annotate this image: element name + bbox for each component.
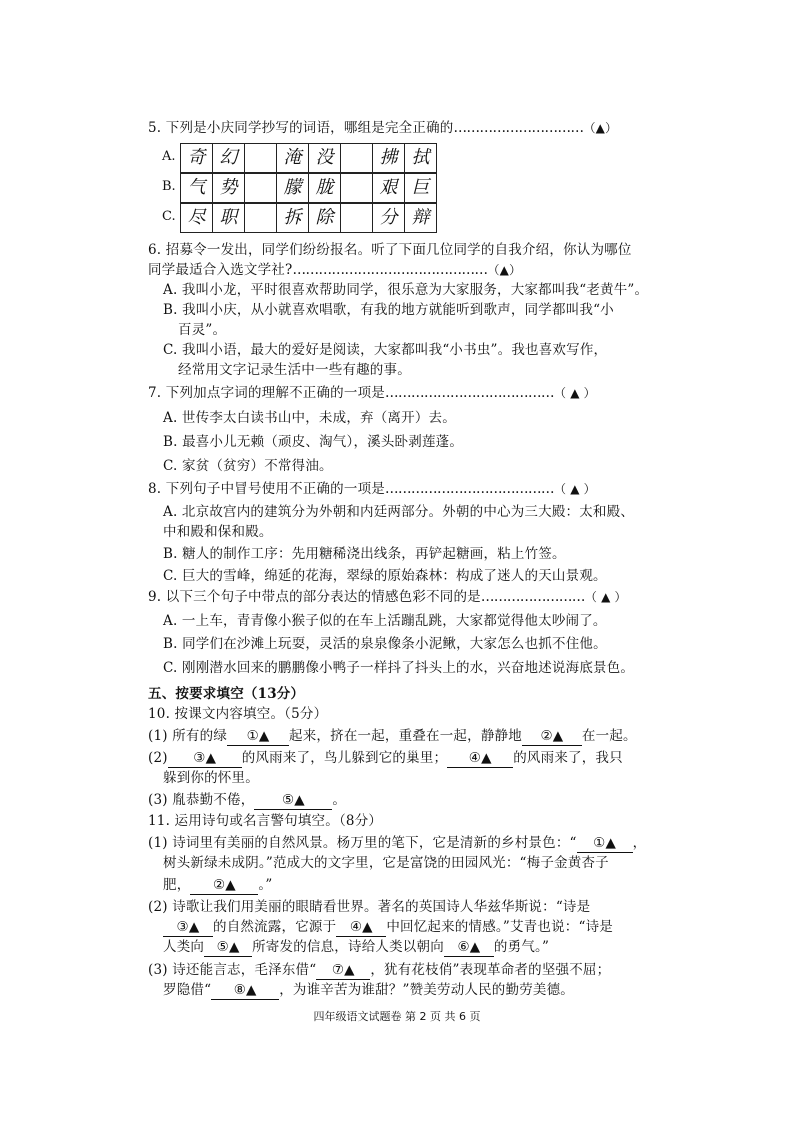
grid-cell: 除 xyxy=(308,203,340,233)
grid-cell xyxy=(340,173,372,203)
question-8-option-a: A. 北京故宫内的建筑分为外朝和内廷两部分。外朝的中心为三大殿：太和殿、 xyxy=(163,504,635,520)
grid-cell: 胧 xyxy=(308,173,340,203)
grid-cell: 艰 xyxy=(372,173,404,203)
text-segment: (2) 诗歌让我们用美丽的眼睛看世界。著名的英国诗人华兹华斯说：“诗是 xyxy=(148,899,591,915)
text-segment: 中回忆起来的情感。”艾青也说：“诗是 xyxy=(386,919,613,935)
question-7-stem: 7. 下列加点字词的理解不正确的一项是…………………………………（ ▲ ） xyxy=(148,385,596,401)
question-9-option-c: C. 刚刚潜水回来的鹏鹏像小鸭子一样抖了抖头上的水，兴奋地述说海底景色。 xyxy=(163,660,635,676)
grid-cell: 拆 xyxy=(276,203,308,233)
question-11-line-1: (1) 诗词里有美丽的自然风景。杨万里的笔下，它是清新的乡村景色：“ ①▲ ， xyxy=(148,835,647,851)
question-11-line-4 xyxy=(148,897,688,917)
blank-2[interactable]: ②▲ xyxy=(522,727,582,746)
question-11-line-6 xyxy=(163,937,703,957)
blank-2[interactable]: ②▲ xyxy=(190,876,258,895)
blank-7[interactable]: ⑦▲ xyxy=(316,961,370,980)
question-6-option-a: A. 我叫小龙，平时很喜欢帮助同学，很乐意为大家服务，大家都叫我“老黄牛”。 xyxy=(163,282,649,298)
exam-page: 5. 下列是小庆同学抄写的词语，哪组是完全正确的…………………………（▲） A. 奇 幻 淹 没 拂 拭 B. 气 势 朦 胧 艰 巨 C. 尽 职 拆 除 分 辩 6. 招募令一发出，同学们纷纷报名。听了下面几位同学的自我介绍，你认为哪位 同学最适合入选文学社?………………………………………（▲） A. 我叫小龙，平时很喜欢帮助同学，很乐意为大家服务，大家都叫我“老黄牛”。 B. 我叫小庆，从小就喜欢唱歌，有我的地方就能听到歌声，同学都叫我“小 百灵”。 C. 我叫小语，最大的爱好是阅读，大家都叫我“小书虫”。我也喜欢写作， 经常用文字记录生活中一些有趣的事。 7. 下列加点字词的理解不正确的一项是…………………………………（ ▲ ） A. 世传李太白读书山中，未成，弃（离开）去。 B. 最喜小儿无赖（顽皮、淘气），溪头卧剥莲蓬。 C. 家贫（贫穷）不常得油。 8. 下列句子中冒号使用不正确的一项是…………………………………（ ▲ ） A. 北京故宫内的建筑分为外朝和内廷两部分。外朝的中心为三大殿：太和殿、 中和殿和保和殿。 B. 糖人的制作工序：先用糖稀浇出线条，再铲起糖画，粘上竹签。 C. 巨大的雪峰，绵延的花海，翠绿的原始森林：构成了迷人的天山景观。 9. 以下三个句子中带点的部分表达的情感色彩不同的是……………………（ ▲ ） A. 一上车，青青像小猴子似的在车上活蹦乱跳，大家都觉得他太吵闹了。 B. 同学们在沙滩上玩耍，灵活的泉泉像条小泥鳅，大家怎么也抓不住他。 C. 刚刚潜水回来的鹏鹏像小鸭子一样抖了抖头上的水，兴奋地述说海底景色。 五、按要求填空（13分） 10. 按课文内容填空。（5分） (1) 所有的绿 ①▲ 起来，挤在一起，重叠在一起，静静地 ②▲ 在一起。 (2) ③▲ 的风雨来了，鸟儿躲到它的巢里； ④▲ 的风雨来了，我只 躲到你的怀里。 (3) 胤恭勤不倦， ⑤▲ 。 11. 运用诗句或名言警句填空。（8分） (1) 诗词里有美丽的自然风景。杨万里的笔下，它是清新的乡村景色：“ ①▲ ， 树头新绿未成阴。”范成大的文字里，它是富饶的田园风光：“梅子金黄杏子 肥， ②▲ 。” 四年级语文试题卷 第 2 页 共 6 页 (2) 诗歌让我们用美丽的眼睛看世界。著名的英国诗人华兹华斯说：“诗是 ③▲ 的自然流露，它源于 ④▲ 中回忆起来的情感。”艾青也说：“诗是 人类向 ⑤▲ 所寄发的信息，诗给人类以朝向 ⑥▲ 的勇气。” (3) 诗还能言志，毛泽东借“ ⑦▲ ，犹有花枝俏”表现革命者的坚强不屈； 罗隐借“ ⑧▲ ，为谁辛苦为谁甜？”赞美劳动人民的勤劳美德。 xyxy=(0,0,794,1123)
blank-5[interactable]: ⑤▲ xyxy=(254,791,332,810)
grid-cell: 朦 xyxy=(276,173,308,203)
grid-cell: 奇 xyxy=(180,143,212,173)
question-11-line-7 xyxy=(148,960,688,980)
question-5-stem: 5. 下列是小庆同学抄写的词语，哪组是完全正确的…………………………（▲） xyxy=(148,120,618,136)
grid-cell: 幻 xyxy=(212,143,244,173)
grid-cell: 淹 xyxy=(276,143,308,173)
grid-cell: 气 xyxy=(180,173,212,203)
grid-cell: 势 xyxy=(212,173,244,203)
question-11-line-2: 树头新绿未成阴。”范成大的文字里，它是富饶的田园风光：“梅子金黄杏子 xyxy=(163,855,609,871)
grid-cell: 辩 xyxy=(404,203,437,233)
grid-cell: 拂 xyxy=(372,143,404,173)
question-10-stem: 10. 按课文内容填空。（5分） xyxy=(148,706,328,722)
text-segment: (3) 诗还能言志，毛泽东借“ xyxy=(148,962,317,978)
grid-cell xyxy=(340,203,372,233)
blank-3[interactable]: ③▲ xyxy=(163,918,213,937)
question-8-option-a-cont: 中和殿和保和殿。 xyxy=(163,524,273,540)
text-segment: 人类向 xyxy=(163,939,205,955)
grid-cell: 分 xyxy=(372,203,404,233)
question-8-stem: 8. 下列句子中冒号使用不正确的一项是…………………………………（ ▲ ） xyxy=(148,481,596,497)
grid-cell xyxy=(340,143,372,173)
question-11-stem: 11. 运用诗句或名言警句填空。（8分） xyxy=(148,813,383,829)
question-10-line-2-cont: 躲到你的怀里。 xyxy=(163,770,259,786)
question-9-option-b: B. 同学们在沙滩上玩耍，灵活的泉泉像条小泥鳅，大家怎么也抓不住他。 xyxy=(163,636,607,652)
question-7-option-c: C. 家贫（贫穷）不常得油。 xyxy=(163,458,333,474)
grid-cell xyxy=(244,173,276,203)
question-10-line-1: (1) 所有的绿 ①▲ 起来，挤在一起，重叠在一起，静静地 ②▲ 在一起。 xyxy=(148,728,637,744)
question-7-option-a: A. 世传李太白读书山中，未成，弃（离开）去。 xyxy=(163,410,456,426)
question-6-option-b-cont: 百灵”。 xyxy=(178,322,227,338)
blank-5[interactable]: ⑤▲ xyxy=(204,938,252,957)
blank-6[interactable]: ⑥▲ xyxy=(444,938,494,957)
question-11-line-8 xyxy=(163,980,703,1000)
grid-cell xyxy=(244,143,276,173)
question-6-option-c: C. 我叫小语，最大的爱好是阅读，大家都叫我“小书虫”。我也喜欢写作， xyxy=(163,342,608,358)
question-8-option-c: C. 巨大的雪峰，绵延的花海，翠绿的原始森林：构成了迷人的天山景观。 xyxy=(163,568,607,584)
blank-4[interactable]: ④▲ xyxy=(336,918,386,937)
question-9-stem: 9. 以下三个句子中带点的部分表达的情感色彩不同的是……………………（ ▲ ） xyxy=(148,589,627,605)
question-7-option-b: B. 最喜小儿无赖（顽皮、淘气），溪头卧剥莲蓬。 xyxy=(163,434,464,450)
section-5-title: 五、按要求填空（13分） xyxy=(148,686,305,702)
grid-cell xyxy=(244,203,276,233)
blank-1[interactable]: ①▲ xyxy=(227,727,289,746)
question-6-stem: 6. 招募令一发出，同学们纷纷报名。听了下面几位同学的自我介绍，你认为哪位 xyxy=(148,242,632,258)
page-footer: 四年级语文试题卷 第 2 页 共 6 页 xyxy=(313,1010,481,1023)
grid-cell: 巨 xyxy=(404,173,437,203)
question-8-option-b: B. 糖人的制作工序：先用糖稀浇出线条，再铲起糖画，粘上竹签。 xyxy=(163,546,566,562)
question-11-line-3: 肥， ②▲ 。” xyxy=(163,877,273,893)
grid-cell: 没 xyxy=(308,143,340,173)
question-9-option-a: A. 一上车，青青像小猴子似的在车上活蹦乱跳，大家都觉得他太吵闹了。 xyxy=(163,613,607,629)
text-segment: 的自然流露，它源于 xyxy=(213,919,337,935)
blank-1[interactable]: ①▲ xyxy=(577,834,633,853)
text-segment: ，犹有花枝俏”表现革命者的坚强不屈； xyxy=(370,962,611,978)
grid-cell: 拭 xyxy=(404,143,437,173)
blank-4[interactable]: ④▲ xyxy=(447,749,513,768)
grid-cell: 尽 xyxy=(180,203,212,233)
question-11-line-5 xyxy=(163,917,703,937)
question-10-line-2: (2) ③▲ 的风雨来了，鸟儿躲到它的巢里； ④▲ 的风雨来了，我只 xyxy=(148,750,623,766)
text-segment: 所寄发的信息，诗给人类以朝向 xyxy=(252,939,444,955)
text-segment: ，为谁辛苦为谁甜？”赞美劳动人民的勤劳美德。 xyxy=(279,982,575,998)
text-segment: 罗隐借“ xyxy=(163,982,212,998)
question-6-stem-cont: 同学最适合入选文学社?………………………………………（▲） xyxy=(148,262,522,278)
blank-3[interactable]: ③▲ xyxy=(168,749,242,768)
grid-cell: 职 xyxy=(212,203,244,233)
text-segment: 的勇气。” xyxy=(493,939,550,955)
question-6-option-b: B. 我叫小庆，从小就喜欢唱歌，有我的地方就能听到歌声，同学都叫我“小 xyxy=(163,302,614,318)
question-6-option-c-cont: 经常用文字记录生活中一些有趣的事。 xyxy=(178,362,411,378)
question-10-line-3: (3) 胤恭勤不倦， ⑤▲ 。 xyxy=(148,792,347,808)
blank-8[interactable]: ⑧▲ xyxy=(211,981,279,1000)
